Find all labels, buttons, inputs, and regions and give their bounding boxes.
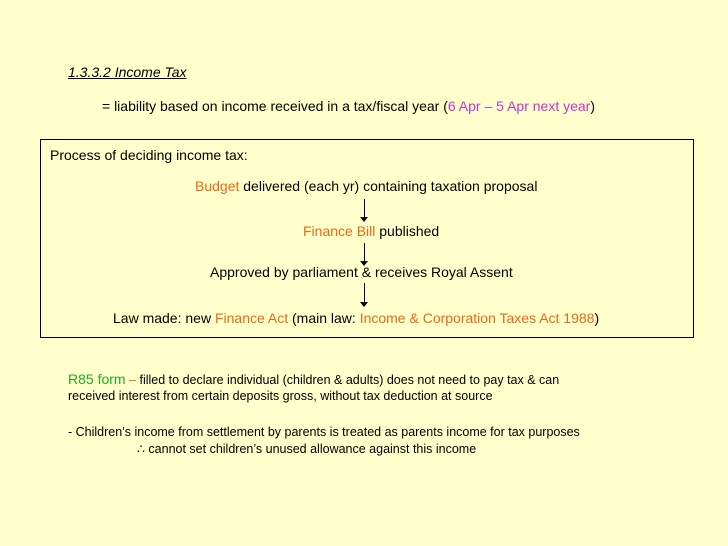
finance-bill-text: published bbox=[375, 223, 440, 239]
arrow-down-icon bbox=[364, 199, 365, 221]
children-line2 bbox=[137, 441, 476, 456]
r85-line2: received interest from certain deposits gross, without tax deduction at source bbox=[68, 389, 493, 403]
finance-bill-highlight: Finance Bill bbox=[303, 223, 376, 239]
tax-year-period: 6 Apr – 5 Apr next year bbox=[447, 98, 591, 114]
finance-act-prefix: Law made: new bbox=[113, 310, 215, 326]
arrow-down-icon bbox=[364, 243, 365, 265]
finance-act-highlight: Finance Act bbox=[214, 310, 289, 326]
r85-text1: filled to declare individual (children & adults) does not need to pay tax & can bbox=[139, 373, 560, 387]
definition-suffix: ) bbox=[590, 98, 595, 114]
process-box bbox=[40, 139, 694, 338]
step-finance-bill bbox=[303, 223, 439, 239]
r85-line1 bbox=[68, 371, 559, 387]
r85-label: R85 form bbox=[68, 371, 126, 387]
budget-text: delivered (each yr) containing taxation proposal bbox=[239, 178, 538, 194]
step-royal-assent: Approved by parliament & receives Royal Assent bbox=[210, 264, 513, 280]
section-heading: 1.3.3.2 Income Tax bbox=[68, 64, 187, 80]
children-line1: - Children’s income from settlement by parents is treated as parents income for tax purposes bbox=[68, 425, 580, 439]
finance-act-suffix: ) bbox=[594, 310, 600, 326]
arrow-down-icon bbox=[364, 283, 365, 306]
budget-highlight: Budget bbox=[195, 178, 240, 194]
children-text2: cannot set children’s unused allowance against this income bbox=[144, 442, 477, 456]
step-finance-act bbox=[113, 310, 599, 326]
definition-prefix: = liability based on income received in a tax/fiscal year ( bbox=[102, 98, 448, 114]
r85-dash: – bbox=[125, 373, 140, 387]
step-budget bbox=[195, 178, 537, 194]
process-title: Process of deciding income tax: bbox=[50, 147, 248, 163]
finance-act-middle: (main law: bbox=[288, 310, 360, 326]
income-tax-definition bbox=[102, 98, 595, 114]
icta-highlight: Income & Corporation Taxes Act 1988 bbox=[359, 310, 595, 326]
therefore-icon: ∴ bbox=[137, 442, 145, 456]
